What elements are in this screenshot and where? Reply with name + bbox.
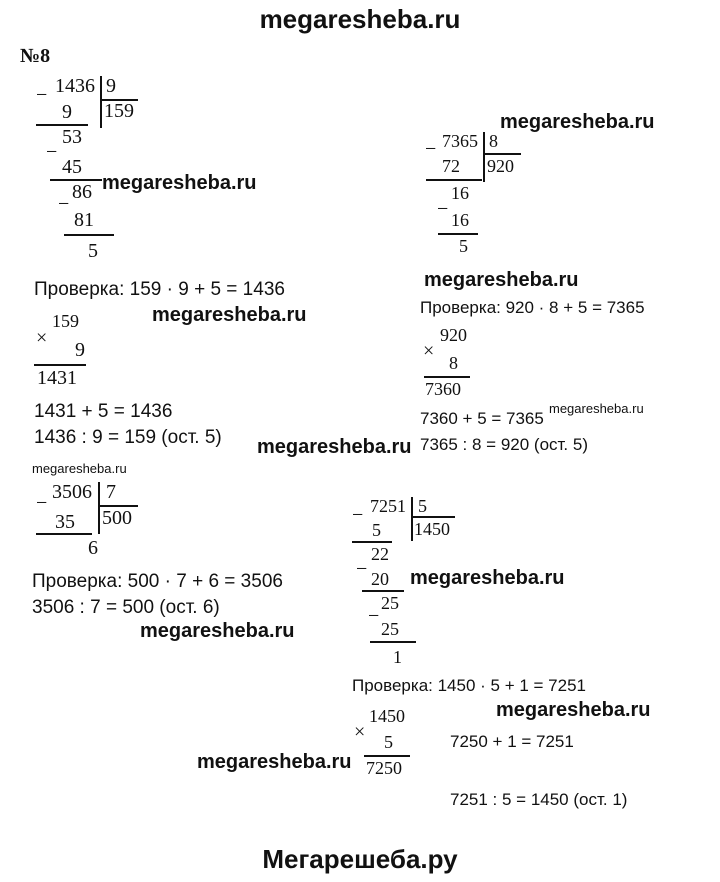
watermark: megaresheba.ru — [32, 461, 127, 476]
watermark: megaresheba.ru — [500, 111, 655, 133]
dividend: 7365 — [442, 131, 478, 151]
step-remainder: 53 — [62, 126, 82, 148]
quotient: 500 — [102, 507, 132, 529]
mult-result: 7360 — [425, 379, 461, 399]
check-line: Проверка: 1450 · 5 + 1 = 7251 — [352, 676, 586, 695]
sum-line: 7250 + 1 = 7251 — [450, 732, 574, 751]
divisor: 8 — [489, 131, 498, 151]
mult-result: 1431 — [37, 367, 77, 389]
step-remainder: 25 — [381, 593, 399, 613]
dividend: 7251 — [370, 496, 406, 516]
watermark: megaresheba.ru — [140, 620, 295, 642]
step-subtrahend: 9 — [62, 101, 72, 123]
step-subtrahend: 16 — [451, 210, 469, 230]
mult-result: 7250 — [366, 758, 402, 778]
remainder: 6 — [88, 537, 98, 559]
divisor: 9 — [106, 75, 116, 97]
step-subtrahend: 35 — [55, 511, 75, 533]
minus-sign: − — [356, 558, 368, 580]
step-remainder: 22 — [371, 544, 389, 564]
watermark: megaresheba.ru — [410, 567, 565, 589]
dividend: 1436 — [55, 75, 95, 97]
step-subtrahend: 45 — [62, 156, 82, 178]
step-subtrahend: 5 — [372, 520, 381, 540]
check-line: Проверка: 159 · 9 + 5 = 1436 — [34, 279, 285, 300]
sum-line: 1431 + 5 = 1436 — [34, 401, 173, 422]
minus-sign: − — [352, 504, 364, 526]
minus-sign: − — [425, 138, 437, 160]
problem-number: №8 — [20, 45, 51, 67]
mult-top: 1450 — [369, 706, 405, 726]
watermark: megaresheba.ru — [152, 304, 307, 326]
watermark: megaresheba.ru — [424, 269, 579, 291]
minus-sign: − — [36, 492, 48, 514]
minus-sign: − — [368, 605, 380, 627]
watermark: megaresheba.ru — [549, 401, 644, 416]
minus-sign: − — [46, 141, 58, 163]
minus-sign: − — [36, 84, 48, 106]
mult-top: 920 — [440, 325, 467, 345]
minus-sign: − — [437, 198, 449, 220]
dividend: 3506 — [52, 481, 92, 503]
step-remainder: 86 — [72, 181, 92, 203]
sum-line: 7360 + 5 = 7365 — [420, 409, 544, 428]
watermark: megaresheba.ru — [257, 436, 412, 458]
check-line: Проверка: 500 · 7 + 6 = 3506 — [32, 571, 283, 592]
times-sign: × — [423, 340, 435, 362]
quotient: 159 — [104, 100, 134, 122]
answer-line: 3506 : 7 = 500 (ост. 6) — [32, 597, 220, 618]
divisor: 5 — [418, 496, 427, 516]
remainder: 1 — [393, 647, 402, 667]
mult-bottom: 5 — [384, 732, 393, 752]
watermark: megaresheba.ru — [102, 172, 257, 194]
site-header: megaresheba.ru — [259, 4, 461, 34]
divisor: 7 — [106, 481, 116, 503]
step-subtrahend: 25 — [381, 619, 399, 639]
remainder: 5 — [459, 236, 468, 256]
watermark: megaresheba.ru — [496, 699, 651, 721]
step-subtrahend: 72 — [442, 156, 460, 176]
quotient: 920 — [487, 156, 514, 176]
check-line: Проверка: 920 · 8 + 5 = 7365 — [420, 298, 645, 317]
minus-sign: − — [58, 193, 70, 215]
site-footer: Мегарешеба.ру — [262, 844, 458, 874]
watermark: megaresheba.ru — [197, 751, 352, 773]
answer-line: 7365 : 8 = 920 (ост. 5) — [420, 435, 588, 454]
quotient: 1450 — [414, 519, 450, 539]
times-sign: × — [36, 327, 48, 349]
step-subtrahend: 81 — [74, 209, 94, 231]
mult-bottom: 9 — [75, 339, 85, 361]
step-remainder: 16 — [451, 183, 469, 203]
mult-bottom: 8 — [449, 353, 458, 373]
step-subtrahend: 20 — [371, 569, 389, 589]
mult-top: 159 — [52, 311, 79, 331]
answer-line: 1436 : 9 = 159 (ост. 5) — [34, 427, 222, 448]
remainder: 5 — [88, 240, 98, 262]
answer-line: 7251 : 5 = 1450 (ост. 1) — [450, 790, 628, 809]
times-sign: × — [354, 721, 366, 743]
